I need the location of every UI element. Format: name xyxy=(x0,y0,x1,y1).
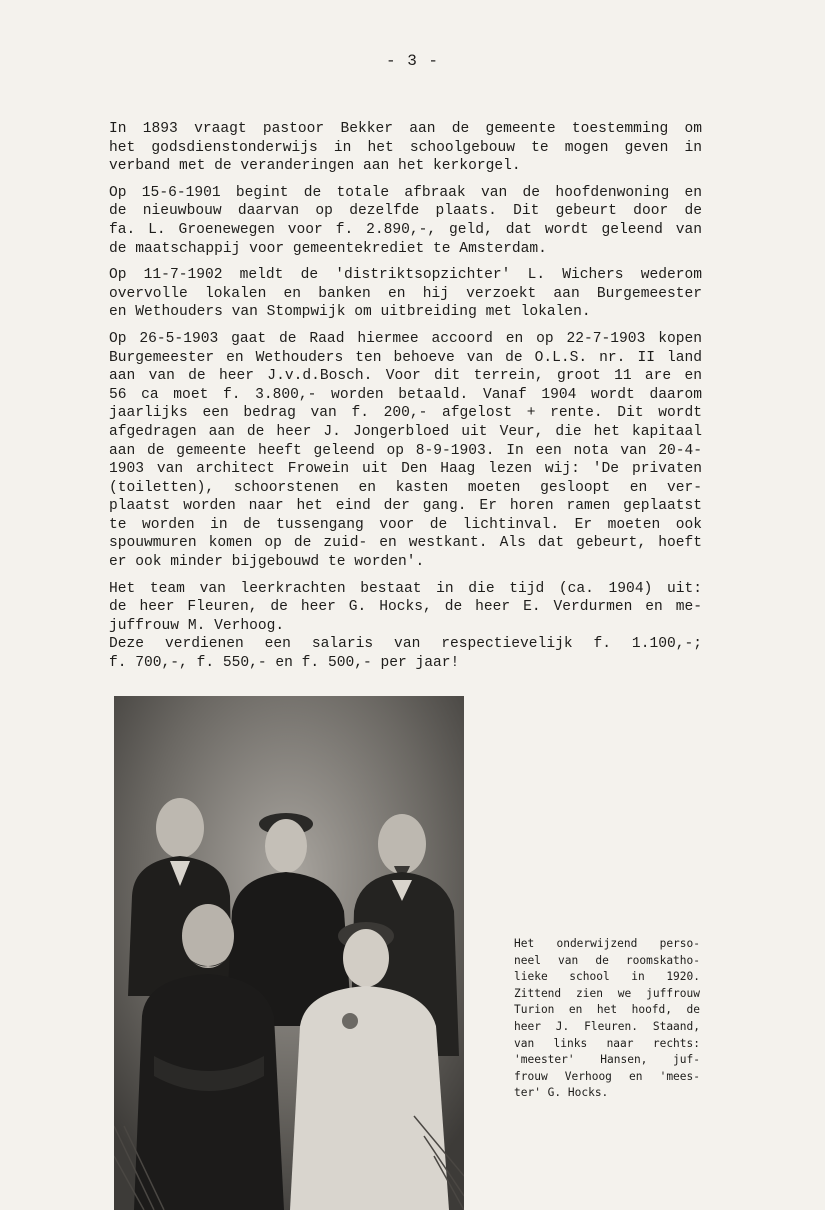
text-line: aan de gemeente heeft geleend op 8-9-1903. In een nota van 20-4- xyxy=(109,442,702,459)
text-line: In 1893 vraagt pastoor Bekker aan de gemeente toestemming om xyxy=(109,121,702,137)
paragraph xyxy=(109,330,702,572)
text-line: te worden in de tussengang voor de lichtinval. Er moeten ook xyxy=(109,516,702,533)
paragraph xyxy=(109,266,702,322)
caption-line: heer J. Fleuren. Staand, xyxy=(514,1019,700,1033)
text-line: overvolle lokalen en banken en hij verzoekt aan Burgemeester xyxy=(109,285,702,302)
text-line: Burgemeester en Wethouders ten behoeve van de O.L.S. nr. II land xyxy=(109,349,702,366)
text-line: Op 11-7-1902 meldt de 'distriktsopzichter' L. Wichers wederom xyxy=(109,267,702,284)
page-number: - 3 - xyxy=(385,52,439,70)
group-photo-illustration xyxy=(114,696,464,1210)
text-line: juffrouw M. Verhoog. xyxy=(109,617,285,634)
text-line: Het team van leerkrachten bestaat in die tijd (ca. 1904) uit: xyxy=(109,580,702,597)
text-line: de maatschappij voor gemeentekrediet te Amsterdam. xyxy=(109,240,547,257)
caption-line: neel van de roomskatho- xyxy=(514,953,700,967)
text-line: fa. L. Groenewegen voor f. 2.890,-, geld, dat wordt geleend van xyxy=(109,221,702,238)
text-line: Op 15-6-1901 begint de totale afbraak van de hoofdenwoning en xyxy=(109,184,702,201)
caption-line: lieke school in 1920. xyxy=(514,970,700,984)
text-line: f. 700,-, f. 550,- en f. 500,- per jaar! xyxy=(109,655,460,672)
caption-line: frouw Verhoog en 'mees- xyxy=(514,1069,700,1083)
text-line: (toiletten), schoorstenen en kasten moeten gesloopt en ver- xyxy=(109,479,702,496)
text-line: het godsdienstonderwijs in het schoolgebouw te mogen geven in xyxy=(109,139,702,156)
photo-caption xyxy=(514,936,700,1102)
paragraph xyxy=(109,184,702,258)
paragraph xyxy=(109,580,702,673)
text-line: afgedragen aan de heer J. Jongerbloed uit Veur, die het kapitaal xyxy=(109,423,702,440)
group-photo xyxy=(114,696,464,1210)
body-text xyxy=(109,120,702,681)
caption-line: Zittend zien we juffrouw xyxy=(514,986,700,1000)
caption-line: van links naar rechts: xyxy=(514,1036,700,1050)
text-line: Op 26-5-1903 gaat de Raad hiermee accoord en op 22-7-1903 kopen xyxy=(109,330,702,347)
text-line: de nieuwbouw daarvan op dezelfde plaats. Dit gebeurt door de xyxy=(109,203,702,220)
caption-line: 'meester' Hansen, juf- xyxy=(514,1053,700,1067)
text-line: en Wethouders van Stompwijk om uitbreiding met lokalen. xyxy=(109,304,591,321)
text-line: plaatst worden naar het eind der gang. Er horen ramen geplaatst xyxy=(109,498,702,515)
paragraph xyxy=(109,120,702,176)
text-line: Deze verdienen een salaris van respectievelijk f. 1.100,-; xyxy=(109,636,702,653)
text-line: verband met de veranderingen aan het kerkorgel. xyxy=(109,158,521,175)
caption-line: ter' G. Hocks. xyxy=(514,1086,609,1100)
caption-line: Het onderwijzend perso- xyxy=(514,937,700,950)
text-line: 56 ca moet f. 3.800,- worden betaald. Vanaf 1904 wordt daarom xyxy=(109,386,702,403)
text-line: er ook minder bijgebouwd te worden'. xyxy=(109,554,425,571)
caption-line: Turion en het hoofd, de xyxy=(514,1003,700,1017)
text-line: jaarlijks een bedrag van f. 200,- afgelost + rente. Dit wordt xyxy=(109,405,702,422)
text-line: spouwmuren komen op de zuid- en westkant. Als dat gebeurt, hoeft xyxy=(109,535,702,552)
text-line: de heer Fleuren, de heer G. Hocks, de heer E. Verdurmen en me- xyxy=(109,599,702,616)
text-line: 1903 van architect Frowein uit Den Haag lezen wij: 'De privaten xyxy=(109,461,702,478)
text-line: aan van de heer J.v.d.Bosch. Voor dit terrein, groot 11 are en xyxy=(109,368,702,385)
